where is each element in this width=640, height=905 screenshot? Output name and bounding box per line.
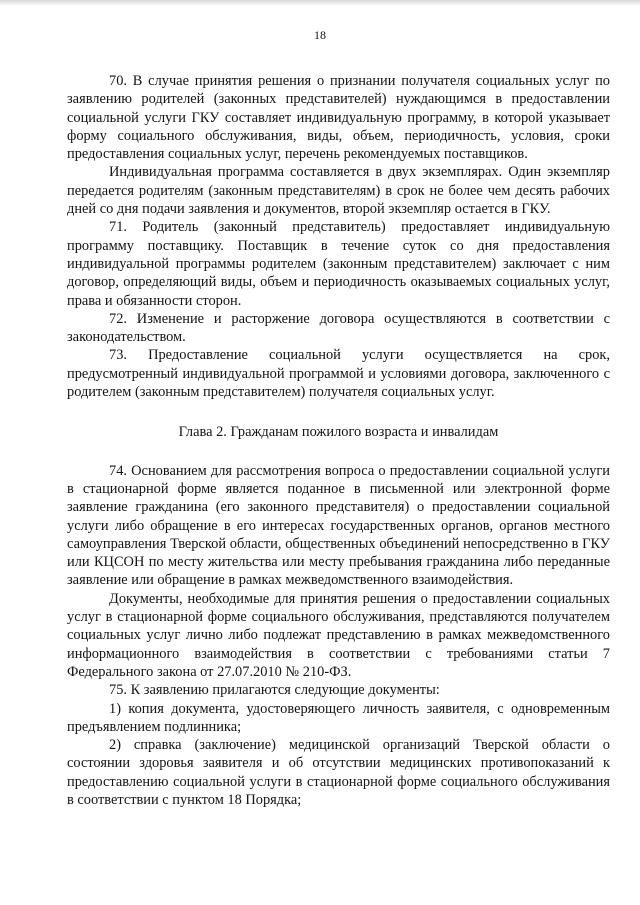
paragraph-74: 74. Основанием для рассмотрения вопроса о предоставлении социальной услуги в стационарной форме является поданное в письменной или электронной форме заявление гражданина (его законного представителя) о предоставлении социальной услуги либо обращение в его интересах государственных органов, органов местного самоуправления Тверской области, общественных объединений непосредственно в ГКУ или КЦСОН по месту жительства или месту пребывания гражданина либо переданные заявление или обращение в рамках межведомственного взаимодействия. [67,462,610,589]
paragraph-75: 75. К заявлению прилагаются следующие документы: [109,682,440,699]
page-number: 18 [314,28,326,42]
paragraph-73: 73. Предоставление социальной услуги осуществляется на срок, предусмотренный индивидуальной программой и условиями договора, заключенного с родителем (законным представителем) получателя социальных услуг. [67,347,610,401]
document-body [67,72,610,809]
paragraph-70-individual-program: Индивидуальная программа составляется в двух экземплярах. Один экземпляр передается родителям (законным представителям) в срок не более чем десять рабочих дней со дня подачи заявления и документов, второй экземпляр остается в ГКУ. [67,164,610,218]
list-item-2: 2) справка (заключение) медицинской организаций Тверской области о состоянии здоровья заявителя и об отсутствии медицинских противопоказаний к предоставлению социальной услуги в стационарной форме социального обслуживания в соответствии с пунктом 18 Порядка; [67,737,610,808]
paragraph-70: 70. В случае принятия решения о признании получателя социальных услуг по заявлению родителей (законных представителей) нуждающимся в предоставлении социальной услуги ГКУ составляет индивидуальную программу, в которой указывает форму социального обслуживания, виды, объем, периодичность, условия, сроки предоставления социальных услуг, перечень рекомендуемых поставщиков. [67,73,610,163]
scan-edge [0,0,640,6]
paragraph-74-documents: Документы, необходимые для принятия решения о предоставлении социальных услуг в стационарной форме социального обслуживания, представляются получателем социальных услуг лично либо подлежат представлению в рамках межведомственного информационного взаимодействия в соответствии с требованиями статьи 7 Федерального закона от 27.07.2010 № 210-ФЗ. [67,590,610,680]
paragraph-72: 72. Изменение и расторжение договора осуществляются в соответствии с законодательством. [67,310,610,346]
list-item-1: 1) копия документа, удостоверяющего личность заявителя, с одновременным предъявлением подлинника; [67,700,610,735]
paragraph-71: 71. Родитель (законный представитель) предоставляет индивидуальную программу поставщику. Поставщик в течение суток со дня предоставления индивидуальной программы родителем (законным представителем) заключает с ним договор, определяющий виды, объем и периодичность оказываемых социальных услуг, права и обязанности сторон. [67,219,610,309]
chapter-heading: Глава 2. Гражданам пожилого возраста и инвалидам [178,424,499,441]
